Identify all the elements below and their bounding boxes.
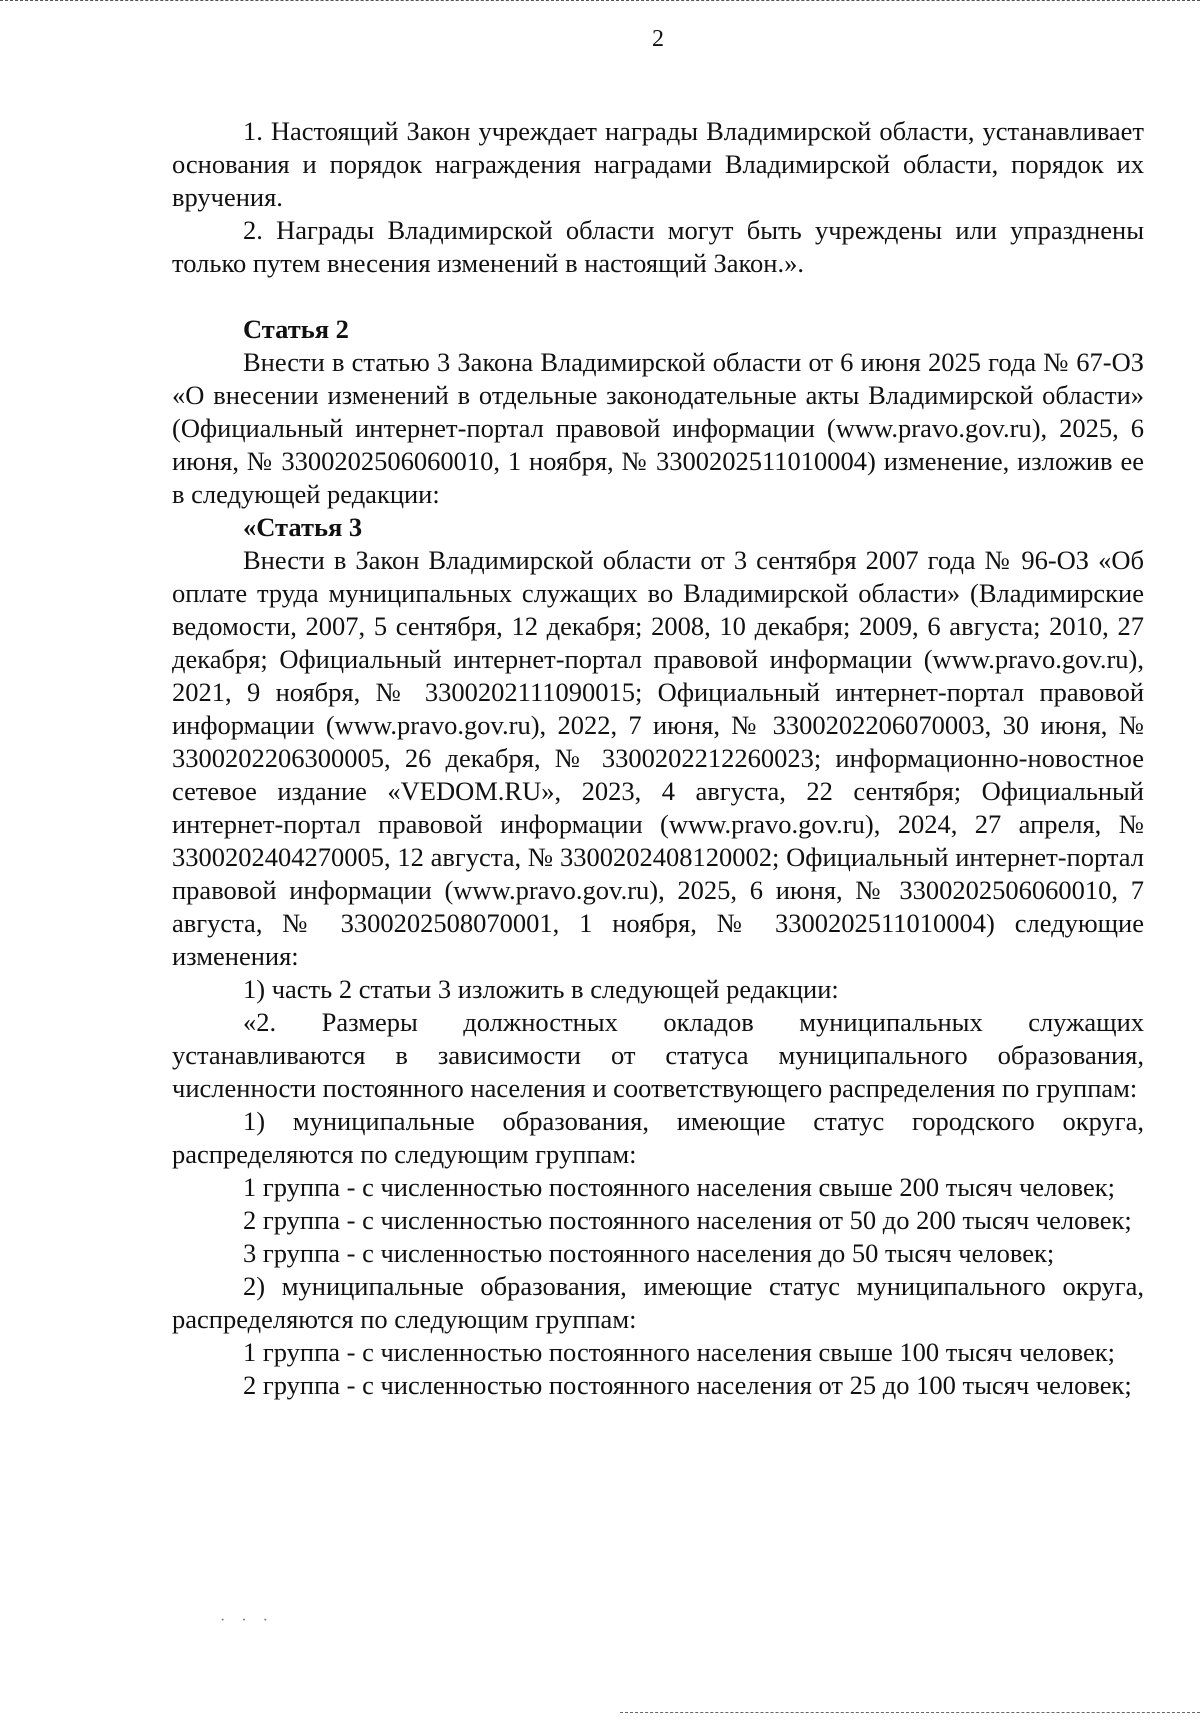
document-body [172, 115, 1144, 1402]
paragraph-9: 2 группа - с численностью постоянного населения от 50 до 200 тысяч человек; [243, 1205, 1132, 1235]
bottom-scan-edge [620, 1712, 1200, 1715]
paragraph-8: 1 группа - с численностью постоянного населения свыше 200 тысяч человек; [243, 1172, 1115, 1202]
paragraph-10: 3 группа - с численностью постоянного населения до 50 тысяч человек; [243, 1238, 1055, 1268]
page-number: 2 [652, 26, 664, 52]
paragraph-4: Внести в Закон Владимирской области от 3 сентября 2007 года № 96-ОЗ «Об оплате труда муниципальных служащих во Владимирской области» (Владимирские ведомости, 2007, 5 сентября, 12 декабря; 2008, 10 декабря; 2009, 6 августа; 2010, 27 декабря; Официальный интернет-портал правовой информации (www.pravo.gov.ru), 2021, 9 ноября, № 3300202111090015; Официальный интернет-портал правовой информации (www.pravo.gov.ru), 2022, 7 июня, № 3300202206070003, 30 июня, № 3300202206300005, 26 декабря, № 3300202212260023; информационно-новостное сетевое издание «VEDOM.RU», 2023, 4 августа, 22 сентября; Официальный интернет-портал правовой информации (www.pravo.gov.ru), 2024, 27 апреля, № 3300202404270005, 12 августа, № 3300202408120002; Официальный интернет-портал правовой информации (www.pravo.gov.ru), 2025, 6 июня, № 3300202506060010, 7 августа, № 3300202508070001, 1 ноября, № 3300202511010004) следующие изменения: [172, 545, 1144, 971]
paragraph-5: 1) часть 2 статьи 3 изложить в следующей редакции: [243, 974, 839, 1004]
top-scan-edge [0, 0, 1200, 3]
paragraph-1: 1. Настоящий Закон учреждает награды Владимирской области, устанавливает основания и порядок награждения наградами Владимирской области, порядок их вручения. [172, 116, 1144, 212]
paragraph-13: 2 группа - с численностью постоянного населения от 25 до 100 тысяч человек; [243, 1370, 1132, 1400]
scan-artifact: · · · [220, 1612, 274, 1629]
paragraph-3: Внести в статью 3 Закона Владимирской области от 6 июня 2025 года № 67-ОЗ «О внесении изменений в отдельные законодательные акты Владимирской области» (Официальный интернет-портал правовой информации (www.pravo.gov.ru), 2025, 6 июня, № 3300202506060010, 1 ноября, № 3300202511010004) изменение, изложив ее в следующей редакции: [172, 347, 1144, 509]
article-2-heading: Статья 2 [243, 314, 349, 344]
article-3-heading: «Статья 3 [243, 512, 363, 542]
spacer [172, 280, 1144, 313]
paragraph-6: «2. Размеры должностных окладов муниципальных служащих устанавливаются в зависимости от статуса муниципального образования, численности постоянного населения и соответствующего распределения по группам: [172, 1007, 1144, 1103]
paragraph-12: 1 группа - с численностью постоянного населения свыше 100 тысяч человек; [243, 1337, 1115, 1367]
paragraph-7: 1) муниципальные образования, имеющие статус городского округа, распределяются по следующим группам: [172, 1106, 1144, 1169]
paragraph-2: 2. Награды Владимирской области могут быть учреждены или упразднены только путем внесения изменений в настоящий Закон.». [172, 215, 1144, 278]
paragraph-11: 2) муниципальные образования, имеющие статус муниципального округа, распределяются по следующим группам: [172, 1271, 1144, 1334]
